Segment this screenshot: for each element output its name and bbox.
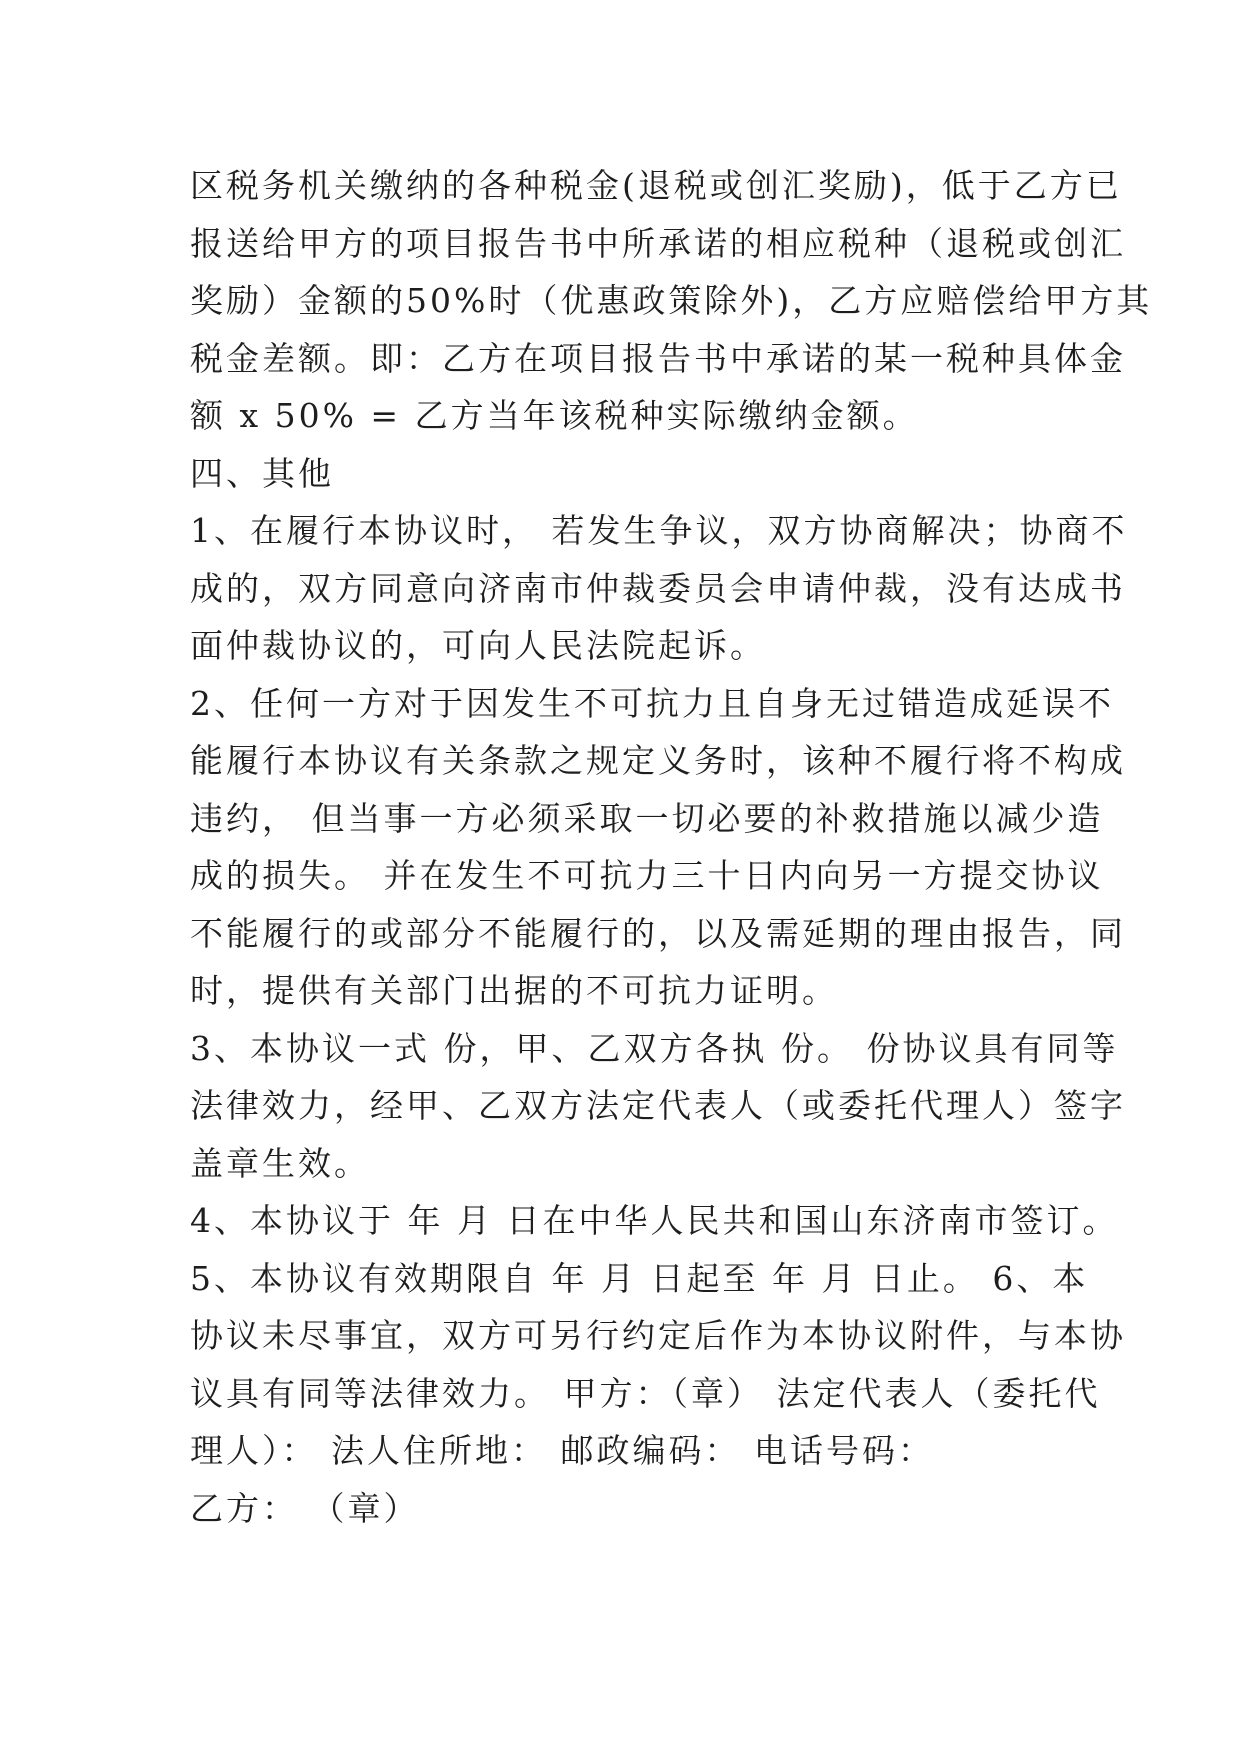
- clause-5-line: 5、本协议有效期限自 年 月 日起至 年 月 日止。 6、本: [190, 1258, 1089, 1298]
- party-a-signature-line: 议具有同等法律效力。 甲方：（章） 法定代表人（委托代: [190, 1373, 1101, 1413]
- text-line: 违约， 但当事一方必须采取一切必要的补救措施以减少造: [190, 798, 1104, 838]
- text-line: 成的，双方同意向济南市仲裁委员会申请仲裁，没有达成书: [190, 568, 1126, 608]
- clause-4-line: 4、本协议于 年 月 日在中华人民共和国山东济南市签订。: [190, 1201, 1119, 1240]
- text-line: 面仲裁协议的，可向人民法院起诉。: [190, 626, 766, 665]
- text-line: 奖励）金额的50%时（优惠政策除外)，乙方应赔偿给甲方其: [190, 281, 1153, 320]
- clause-3-line: 3、本协议一式 份，甲、乙双方各执 份。 份协议具有同等: [190, 1028, 1119, 1068]
- party-a-details-line: 理人）： 法人住所地： 邮政编码： 电话号码：: [190, 1431, 934, 1470]
- text-line: 能履行本协议有关条款之规定义务时，该种不履行将不构成: [190, 741, 1126, 780]
- text-line: 协议未尽事宜，双方可另行约定后作为本协议附件，与本协: [190, 1316, 1126, 1355]
- document-body: [190, 157, 1153, 1537]
- text-line: 额 x 50% = 乙方当年该税种实际缴纳金额。: [190, 396, 919, 435]
- text-line: 法律效力，经甲、乙双方法定代表人（或委托代理人）签字: [190, 1086, 1126, 1125]
- clause-2-line: 2、任何一方对于因发生不可抗力且自身无过错造成延误不: [190, 683, 1114, 723]
- text-line: 时，提供有关部门出据的不可抗力证明。: [190, 971, 838, 1010]
- text-line: 税金差额。即：乙方在项目报告书中承诺的某一税种具体金: [190, 338, 1126, 378]
- clause-1-line: 1、在履行本协议时， 若发生争议，双方协商解决；协商不: [190, 511, 1128, 550]
- text-line: 成的损失。 并在发生不可抗力三十日内向另一方提交协议: [190, 856, 1104, 895]
- party-b-signature-line: 乙方： （章）: [190, 1488, 420, 1528]
- text-line: 区税务机关缴纳的各种税金(退税或创汇奖励)，低于乙方已: [190, 166, 1122, 205]
- section-heading-other: 四、其他: [190, 453, 334, 493]
- text-line: 不能履行的或部分不能履行的，以及需延期的理由报告，同: [190, 913, 1126, 953]
- text-line: 报送给甲方的项目报告书中所承诺的相应税种（退税或创汇: [190, 223, 1126, 263]
- text-line: 盖章生效。: [190, 1143, 370, 1183]
